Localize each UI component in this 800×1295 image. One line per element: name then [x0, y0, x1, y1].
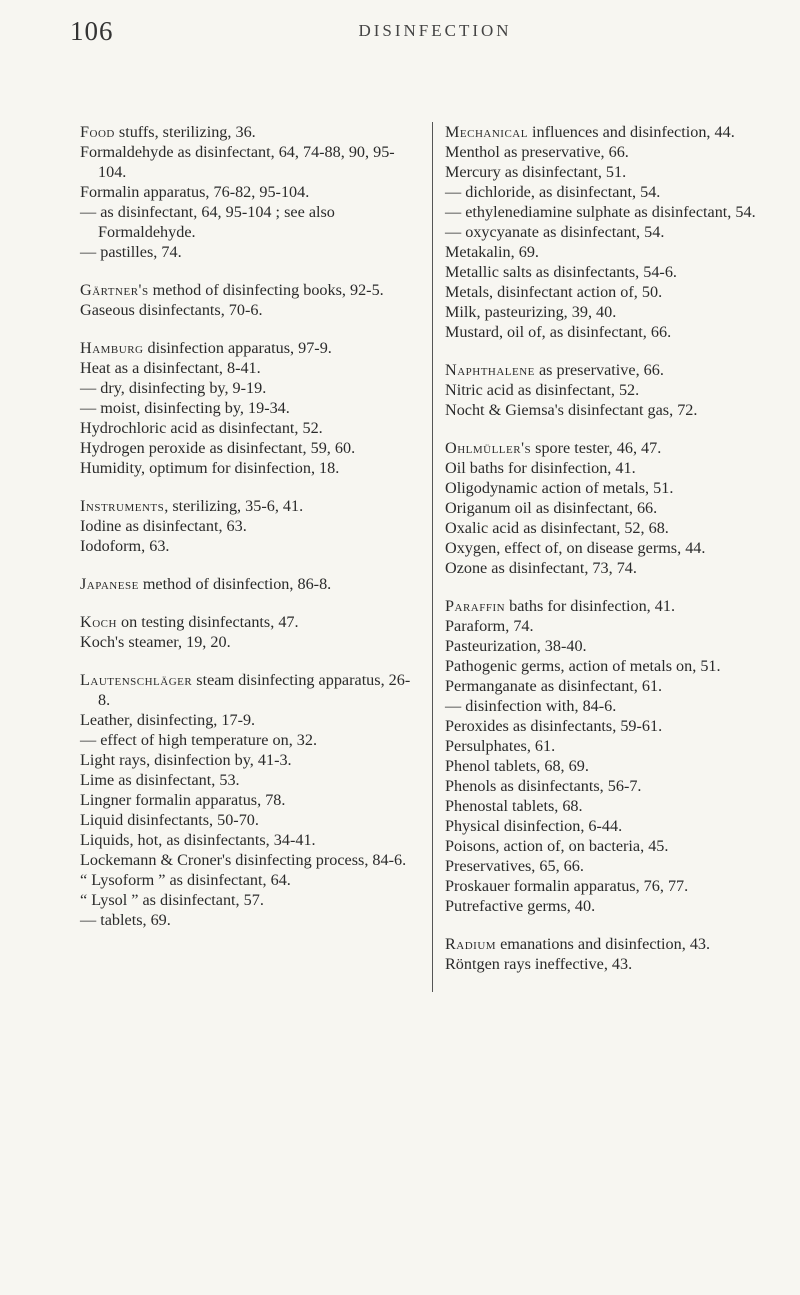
index-entry-text: Paraform, 74. [445, 617, 534, 635]
index-entry [80, 338, 413, 358]
index-entry [80, 890, 413, 910]
index-entry-text: Phenols as disinfectants, 56-7. [445, 777, 642, 795]
index-entry-text: Oligodynamic action of metals, 51. [445, 479, 674, 497]
index-entry [445, 896, 761, 916]
index-column-right [432, 122, 761, 992]
index-entry [80, 750, 413, 770]
index-entry [445, 142, 761, 162]
index-entry [80, 458, 413, 478]
index-entry-text: Metallic salts as disinfectants, 54-6. [445, 263, 677, 281]
index-letter-group [445, 438, 761, 578]
index-entry [445, 282, 761, 302]
index-entry-text: Oxygen, effect of, on disease germs, 44. [445, 539, 706, 557]
index-letter-group [445, 596, 761, 916]
index-entry-lead: Lautenschläger [80, 671, 193, 689]
index-entry-text: Metakalin, 69. [445, 243, 539, 261]
index-entry [80, 496, 413, 516]
index-entry [445, 676, 761, 696]
index-letter-group [80, 122, 413, 262]
index-entry-text: baths for disinfection, 41. [505, 597, 676, 615]
index-entry-text: Formalin apparatus, 76-82, 95-104. [80, 183, 310, 201]
index-entry-text: — ethylenediamine sulphate as disinfectant, 54. [445, 203, 756, 221]
index-entry-text: Liquid disinfectants, 50-70. [80, 811, 259, 829]
index-entry-text: Hydrochloric acid as disinfectant, 52. [80, 419, 323, 437]
index-entry-text: — as disinfectant, 64, 95-104 ; see also Formaldehyde. [80, 203, 335, 241]
index-entry [445, 222, 761, 242]
index-entry [80, 830, 413, 850]
index-entry [80, 810, 413, 830]
index-entry-text: Formaldehyde as disinfectant, 64, 74-88, 90, 95-104. [80, 143, 395, 181]
index-entry [445, 322, 761, 342]
index-entry-text: “ Lysol ” as disinfectant, 57. [80, 891, 264, 909]
index-entry-text: spore tester, 46, 47. [531, 439, 662, 457]
index-entry-text: as preservative, 66. [534, 361, 664, 379]
index-entry-text: Mustard, oil of, as disinfectant, 66. [445, 323, 672, 341]
index-entry [80, 574, 413, 594]
index-entry [445, 438, 761, 458]
index-entry-text: Pathogenic germs, action of metals on, 51. [445, 657, 721, 675]
index-entry [445, 934, 761, 954]
index-entry-text: Light rays, disinfection by, 41-3. [80, 751, 292, 769]
index-entry-text: method of disinfection, 86-8. [138, 575, 332, 593]
index-entry-text: — oxycyanate as disinfectant, 54. [445, 223, 665, 241]
index-entry-text: Preservatives, 65, 66. [445, 857, 584, 875]
index-entry [80, 710, 413, 730]
index-entry-lead: Japanese [80, 575, 139, 593]
index-entry-text: on testing disinfectants, 47. [116, 613, 299, 631]
index-entry [445, 756, 761, 776]
index-entry [445, 458, 761, 478]
index-entry-text: Oil baths for disinfection, 41. [445, 459, 636, 477]
index-entry [445, 558, 761, 578]
index-entry [445, 122, 761, 142]
page-number: 106 [70, 16, 114, 46]
index-entry [445, 478, 761, 498]
index-entry [445, 242, 761, 262]
index-letter-group [80, 612, 413, 652]
index-entry [445, 262, 761, 282]
index-entry-text: Poisons, action of, on bacteria, 45. [445, 837, 669, 855]
index-entry [80, 790, 413, 810]
index-entry-text: Oxalic acid as disinfectant, 52, 68. [445, 519, 669, 537]
index-entry-text: Koch's steamer, 19, 20. [80, 633, 231, 651]
index-entry-text: disinfection apparatus, 97-9. [143, 339, 332, 357]
index-entry [80, 612, 413, 632]
index-letter-group [80, 574, 413, 594]
index-entry [445, 954, 761, 974]
index-entry [80, 300, 413, 320]
index-entry-text: Humidity, optimum for disinfection, 18. [80, 459, 340, 477]
index-entry-lead: Ohlmüller's [445, 439, 532, 457]
index-entry-text: Iodine as disinfectant, 63. [80, 517, 247, 535]
index-entry-text: — moist, disinfecting by, 19-34. [80, 399, 290, 417]
index-letter-group [80, 496, 413, 556]
index-entry-text: Röntgen rays ineffective, 43. [445, 955, 633, 973]
index-entry-text: Ozone as disinfectant, 73, 74. [445, 559, 637, 577]
index-entry [445, 182, 761, 202]
index-entry-text: Peroxides as disinfectants, 59-61. [445, 717, 663, 735]
index-entry-text: Heat as a disinfectant, 8-41. [80, 359, 261, 377]
index-entry-text: emanations and disinfection, 43. [496, 935, 711, 953]
index-entry-text: Lingner formalin apparatus, 78. [80, 791, 286, 809]
index-entry-text: Iodoform, 63. [80, 537, 170, 555]
index-entry-text: Phenostal tablets, 68. [445, 797, 583, 815]
index-entry-text: steam disinfecting apparatus, 26-8. [98, 671, 411, 709]
index-entry [445, 836, 761, 856]
index-entry [445, 776, 761, 796]
index-entry [80, 280, 413, 300]
index-entry [80, 358, 413, 378]
running-title: DISINFECTION [358, 21, 512, 40]
index-entry-lead: Naphthalene [445, 361, 535, 379]
index-entry [445, 302, 761, 322]
index-entry [80, 536, 413, 556]
index-entry [445, 518, 761, 538]
index-entry [445, 616, 761, 636]
index-entry-text: “ Lysoform ” as disinfectant, 64. [80, 871, 291, 889]
index-entry-text: Origanum oil as disinfectant, 66. [445, 499, 658, 517]
index-entry-lead: Radium [445, 935, 497, 953]
index-entry-lead: Koch [80, 613, 117, 631]
index-entry-text: — tablets, 69. [80, 911, 171, 929]
index-entry-lead: Instruments [80, 497, 165, 515]
index-entry [80, 910, 413, 930]
index-entry-text: Mercury as disinfectant, 51. [445, 163, 627, 181]
index-entry-text: influences and disinfection, 44. [527, 123, 735, 141]
index-entry-text: Proskauer formalin apparatus, 76, 77. [445, 877, 689, 895]
index-entry [445, 716, 761, 736]
index-entry-text: — disinfection with, 84-6. [445, 697, 617, 715]
index-entry [80, 202, 413, 242]
index-entry-lead: Hamburg [80, 339, 144, 357]
index-entry [445, 636, 761, 656]
index-entry [445, 380, 761, 400]
index-entry [445, 796, 761, 816]
index-entry-text: — pastilles, 74. [80, 243, 182, 261]
index-entry [445, 400, 761, 420]
index-entry [80, 242, 413, 262]
index-entry [80, 770, 413, 790]
index-entry-text: Permanganate as disinfectant, 61. [445, 677, 663, 695]
index-entry-text: Lockemann & Croner's disinfecting process, 84-6. [80, 851, 407, 869]
index-entry [80, 122, 413, 142]
index-entry [445, 856, 761, 876]
index-letter-group [445, 934, 761, 974]
index-letter-group [445, 122, 761, 342]
index-entry [80, 870, 413, 890]
index-letter-group [80, 280, 413, 320]
index-entry-text: Putrefactive germs, 40. [445, 897, 596, 915]
index-entry [445, 360, 761, 380]
index-entry [80, 438, 413, 458]
index-entry-text: Nitric acid as disinfectant, 52. [445, 381, 640, 399]
index-letter-group [80, 338, 413, 478]
index-entry [80, 850, 413, 870]
index-entry [80, 182, 413, 202]
index-entry [445, 596, 761, 616]
index-entry-text: Phenol tablets, 68, 69. [445, 757, 589, 775]
index-entry-lead: Paraffin [445, 597, 506, 615]
index-entry [80, 378, 413, 398]
index-entry [445, 696, 761, 716]
index-entry-text: Liquids, hot, as disinfectants, 34-41. [80, 831, 316, 849]
index-letter-group [80, 670, 413, 930]
index-entry-text: Hydrogen peroxide as disinfectant, 59, 60. [80, 439, 356, 457]
index-entry [445, 816, 761, 836]
index-entry-lead: Food [80, 123, 115, 141]
index-column-left [80, 122, 413, 948]
index-entry [80, 418, 413, 438]
index-entry [80, 398, 413, 418]
index-entry [445, 876, 761, 896]
index-entry-text: Nocht & Giemsa's disinfectant gas, 72. [445, 401, 698, 419]
index-entry-text: Milk, pasteurizing, 39, 40. [445, 303, 617, 321]
index-entry-text: — effect of high temperature on, 32. [80, 731, 318, 749]
index-entry [445, 498, 761, 518]
index-entry-text: Gaseous disinfectants, 70-6. [80, 301, 263, 319]
index-entry-text: Physical disinfection, 6-44. [445, 817, 623, 835]
index-letter-group [445, 360, 761, 420]
index-entry-text: — dry, disinfecting by, 9-19. [80, 379, 267, 397]
index-entry [80, 632, 413, 652]
index-entry-text: Menthol as preservative, 66. [445, 143, 629, 161]
index-entry [445, 656, 761, 676]
index-entry [80, 142, 413, 182]
index-entry [445, 538, 761, 558]
index-entry [80, 730, 413, 750]
index-entry-text: Lime as disinfectant, 53. [80, 771, 240, 789]
index-entry [445, 162, 761, 182]
index-entry-text: Persulphates, 61. [445, 737, 556, 755]
index-entry-text: — dichloride, as disinfectant, 54. [445, 183, 661, 201]
index-entry-text: Pasteurization, 38-40. [445, 637, 587, 655]
index-entry-text: stuffs, sterilizing, 36. [114, 123, 256, 141]
index-entry [445, 202, 761, 222]
index-entry [80, 516, 413, 536]
index-entry-text: method of disinfecting books, 92-5. [148, 281, 384, 299]
index-entry-text: , sterilizing, 35-6, 41. [164, 497, 304, 515]
index-entry [80, 670, 413, 710]
index-entry-text: Metals, disinfectant action of, 50. [445, 283, 663, 301]
index-entry-lead: Gärtner's [80, 281, 149, 299]
index-entry-text: Leather, disinfecting, 17-9. [80, 711, 256, 729]
index-entry-lead: Mechanical [445, 123, 528, 141]
index-entry [445, 736, 761, 756]
